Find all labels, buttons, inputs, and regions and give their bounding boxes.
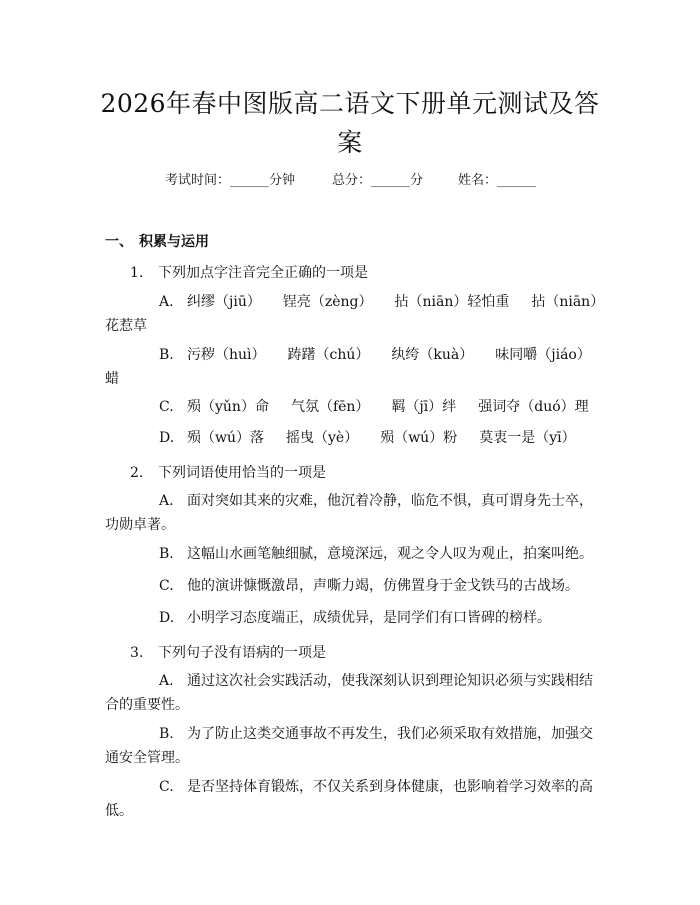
option-text: 通过这次社会实践活动，使我深刻认识到理论知识必须与实践相结合的重要性。 — [105, 673, 593, 713]
option-item — [105, 426, 603, 450]
option-item — [105, 775, 603, 823]
option-item — [105, 395, 603, 419]
question-text: 下列加点字注音完全正确的一项是 — [158, 265, 368, 281]
option-word: 踌躇（chú） — [287, 347, 370, 363]
option-word: 莫衷一是（yī） — [479, 430, 576, 446]
section-title: 积累与运用 — [139, 234, 209, 250]
option-item — [105, 290, 603, 338]
page-title: 2026年春中图版高二语文下册单元测试及答案 — [100, 89, 600, 157]
option-word: 拈（niān）花惹草 — [105, 294, 598, 334]
option-item — [105, 542, 603, 566]
option-letter: D. — [159, 610, 175, 626]
option-item — [105, 574, 603, 598]
option-text: 是否坚持体育锻炼，不仅关系到身体健康，也影响着学习效率的高低。 — [105, 779, 593, 819]
option-word: 殒（yǔn）命 — [187, 399, 269, 415]
option-item — [105, 722, 603, 770]
option-letter: A. — [159, 673, 174, 689]
option-word: 污秽（huì） — [187, 347, 266, 363]
option-word: 拈（niān）轻怕重 — [394, 294, 510, 310]
option-letter: C. — [159, 578, 174, 594]
option-item — [105, 669, 603, 717]
option-letter: D. — [159, 430, 175, 446]
option-word: 味同嚼（jiáo）蜡 — [105, 347, 591, 387]
question-text: 下列词语使用恰当的一项是 — [158, 465, 326, 481]
question-number: 1. — [130, 265, 144, 281]
option-letter: A. — [159, 294, 174, 310]
option-item — [105, 343, 603, 391]
option-letter: B. — [159, 347, 174, 363]
section-number: 一、 — [105, 234, 133, 250]
option-letter: A. — [159, 493, 174, 509]
option-letter: B. — [159, 546, 174, 562]
option-word: 羁（jī）绊 — [391, 399, 457, 415]
option-word: 殒（wú）落 — [187, 430, 264, 446]
option-text: 他的演讲慷慨激昂，声嘶力竭，仿佛置身于金戈铁马的古战场。 — [187, 578, 579, 594]
option-word: 强词夺（duó）理 — [478, 399, 589, 415]
option-item — [105, 606, 603, 630]
option-text: 小明学习态度端正，成绩优异，是同学们有口皆碑的榜样。 — [187, 610, 551, 626]
exam-time-field: 考试时间：______分钟 — [165, 173, 296, 188]
option-word: 纨绔（kuà） — [391, 347, 474, 363]
question-stem — [130, 262, 368, 282]
option-text: 这幅山水画笔触细腻，意境深远，观之令人叹为观止，拍案叫绝。 — [187, 546, 593, 562]
option-word: 气氛（fēn） — [290, 399, 370, 415]
option-word: 锃亮（zèng） — [282, 294, 373, 310]
option-letter: B. — [159, 726, 174, 742]
option-letter: C. — [159, 779, 174, 795]
option-text: 为了防止这类交通事故不再发生，我们必须采取有效措施，加强交通安全管理。 — [105, 726, 593, 766]
question-number: 2. — [130, 465, 144, 481]
name-field: 姓名：______ — [458, 173, 537, 188]
section-heading — [105, 231, 209, 251]
question-text: 下列句子没有语病的一项是 — [158, 645, 326, 661]
option-item — [105, 489, 603, 537]
option-word: 殒（wú）粉 — [380, 430, 458, 446]
question-stem — [130, 642, 326, 662]
option-text: 面对突如其来的灾难，他沉着冷静，临危不惧，真可谓身先士卒，功勋卓著。 — [105, 493, 593, 533]
question-stem — [130, 462, 326, 482]
total-score-field: 总分：______分 — [332, 173, 424, 188]
option-word: 纠缪（jiū） — [187, 294, 261, 310]
option-word: 摇曳（yè） — [286, 430, 359, 446]
question-number: 3. — [130, 645, 144, 661]
option-letter: C. — [159, 399, 174, 415]
